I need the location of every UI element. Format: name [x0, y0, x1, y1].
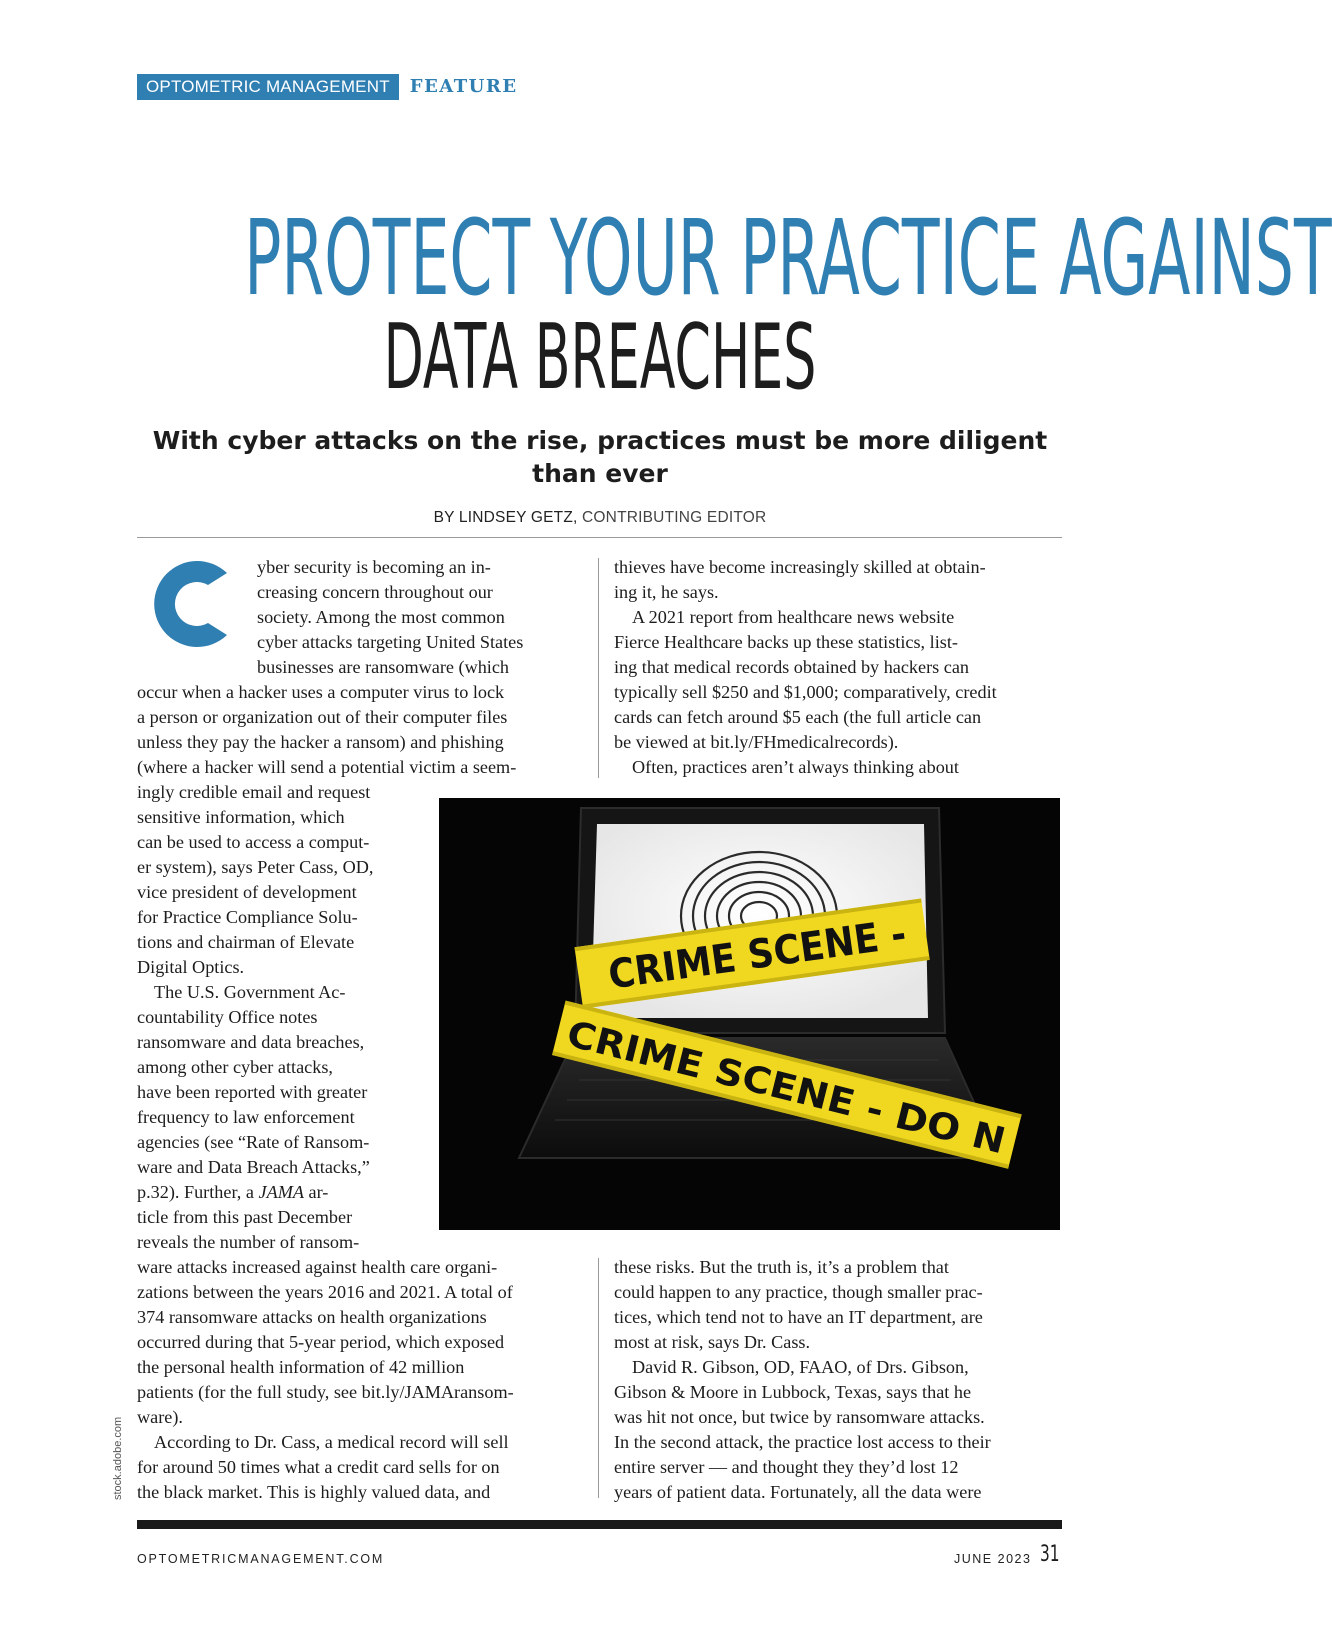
body-line: for Practice Compliance Solu- — [137, 907, 358, 927]
article-title-line2: DATA BREACHES — [383, 305, 817, 410]
body-line: reveals the number of ransom- — [137, 1232, 360, 1252]
body-line: cyber attacks targeting United States — [257, 632, 524, 652]
body-line: agencies (see “Rate of Ransom- — [137, 1132, 370, 1152]
body-line: ware). — [137, 1407, 183, 1427]
body-line — [137, 1180, 328, 1205]
body-line: sensitive information, which — [137, 807, 345, 827]
page-number: 31 — [1040, 1542, 1060, 1567]
column-divider — [598, 1258, 599, 1498]
body-line: Digital Optics. — [137, 957, 245, 977]
body-line: among other cyber attacks, — [137, 1057, 333, 1077]
photo-credit: stock.adobe.com — [112, 1416, 124, 1500]
article-title-line1: PROTECT YOUR PRACTICE AGAINST — [244, 197, 1332, 319]
body-line: occurred during that 5-year period, which exposed — [137, 1332, 505, 1352]
body-line: unless they pay the hacker a ransom) and phishing — [137, 732, 504, 752]
body-line: ware and Data Breach Attacks,” — [137, 1157, 370, 1177]
article-subtitle: With cyber attacks on the rise, practices must be more diligent than ever — [152, 426, 1048, 488]
body-line: tions and chairman of Elevate — [137, 932, 355, 952]
body-line: creasing concern throughout our — [257, 582, 493, 602]
body-line: ware attacks increased against health care organi- — [137, 1257, 498, 1277]
body-line: these risks. But the truth is, it’s a problem that — [614, 1257, 949, 1277]
body-line: typically sell $250 and $1,000; comparatively, credit — [614, 682, 997, 702]
body-line: be viewed at bit.ly/FHmedicalrecords). — [614, 732, 899, 752]
body-line: thieves have become increasingly skilled at obtain- — [614, 557, 986, 577]
laptop-illustration — [439, 798, 1060, 1230]
tape-text-upper: CRIME SCENE - — [605, 906, 942, 999]
body-line: have been reported with greater — [137, 1082, 368, 1102]
body-line: Fierce Healthcare backs up these statistics, list- — [614, 632, 958, 652]
body-line: zations between the years 2016 and 2021. A total of — [137, 1282, 513, 1302]
body-line: ingly credible email and request — [137, 782, 371, 802]
body-line: could happen to any practice, though smaller prac- — [614, 1282, 983, 1302]
body-line: years of patient data. Fortunately, all the data were — [614, 1482, 982, 1502]
body-line: can be used to access a comput- — [137, 832, 370, 852]
publication-tag: OPTOMETRIC MANAGEMENT — [137, 74, 399, 100]
body-line: the black market. This is highly valued data, and — [137, 1482, 491, 1502]
journal-name: JAMA — [258, 1182, 304, 1202]
body-text: p.32). Further, a — [137, 1182, 259, 1202]
bottom-rule — [137, 1520, 1062, 1529]
body-line: vice president of development — [137, 882, 357, 902]
body-text: ar- — [303, 1182, 329, 1202]
body-line: most at risk, says Dr. Cass. — [614, 1332, 811, 1352]
top-rule — [137, 537, 1062, 538]
body-line: Gibson & Moore in Lubbock, Texas, says that he — [614, 1382, 972, 1402]
byline-role: CONTRIBUTING EDITOR — [582, 509, 767, 526]
body-line: a person or organization out of their computer files — [137, 707, 508, 727]
body-line: The U.S. Government Ac- — [154, 982, 346, 1002]
body-line: David R. Gibson, OD, FAAO, of Drs. Gibson, — [632, 1357, 969, 1377]
body-line: countability Office notes — [137, 1007, 318, 1027]
body-line: 374 ransomware attacks on health organizations — [137, 1307, 487, 1327]
body-line: for around 50 times what a credit card sells for on — [137, 1457, 500, 1477]
body-line: was hit not once, but twice by ransomware attacks. — [614, 1407, 985, 1427]
body-line: ing it, he says. — [614, 582, 719, 602]
byline-author: BY LINDSEY GETZ, — [433, 509, 578, 526]
body-line: (where a hacker will send a potential victim a seem- — [137, 757, 517, 777]
footer-date: JUNE 2023 — [954, 1552, 1032, 1566]
drop-cap — [135, 554, 235, 654]
body-line: tices, which tend not to have an IT department, are — [614, 1307, 983, 1327]
body-line: er system), says Peter Cass, OD, — [137, 857, 374, 877]
body-line: ticle from this past December — [137, 1207, 353, 1227]
body-line: In the second attack, the practice lost access to their — [614, 1432, 991, 1452]
feature-tag: FEATURE — [409, 76, 518, 97]
footer-site: OPTOMETRICMANAGEMENT.COM — [137, 1552, 385, 1566]
crime-scene-laptop-photo — [439, 798, 1060, 1230]
body-line: ing that medical records obtained by hackers can — [614, 657, 970, 677]
body-line: the personal health information of 42 million — [137, 1357, 465, 1377]
column-divider — [598, 558, 599, 778]
body-line: entire server — and thought they they’d lost 12 — [614, 1457, 959, 1477]
section-tag — [137, 74, 518, 100]
byline — [0, 509, 1200, 527]
body-line: cards can fetch around $5 each (the full article can — [614, 707, 982, 727]
body-line: businesses are ransomware (which — [257, 657, 510, 677]
body-line: ransomware and data breaches, — [137, 1032, 365, 1052]
drop-cap-glyph — [135, 554, 235, 654]
body-line: yber security is becoming an in- — [257, 557, 491, 577]
body-line: patients (for the full study, see bit.ly/JAMAransom- — [137, 1382, 514, 1402]
body-line: frequency to law enforcement — [137, 1107, 355, 1127]
body-line: Often, practices aren’t always thinking about — [632, 757, 959, 777]
tape-text-lower: CRIME SCENE - DO N — [562, 1013, 976, 1154]
body-line: society. Among the most common — [257, 607, 505, 627]
body-line: occur when a hacker uses a computer virus to lock — [137, 682, 505, 702]
body-line: A 2021 report from healthcare news website — [632, 607, 955, 627]
body-line: According to Dr. Cass, a medical record will sell — [154, 1432, 509, 1452]
